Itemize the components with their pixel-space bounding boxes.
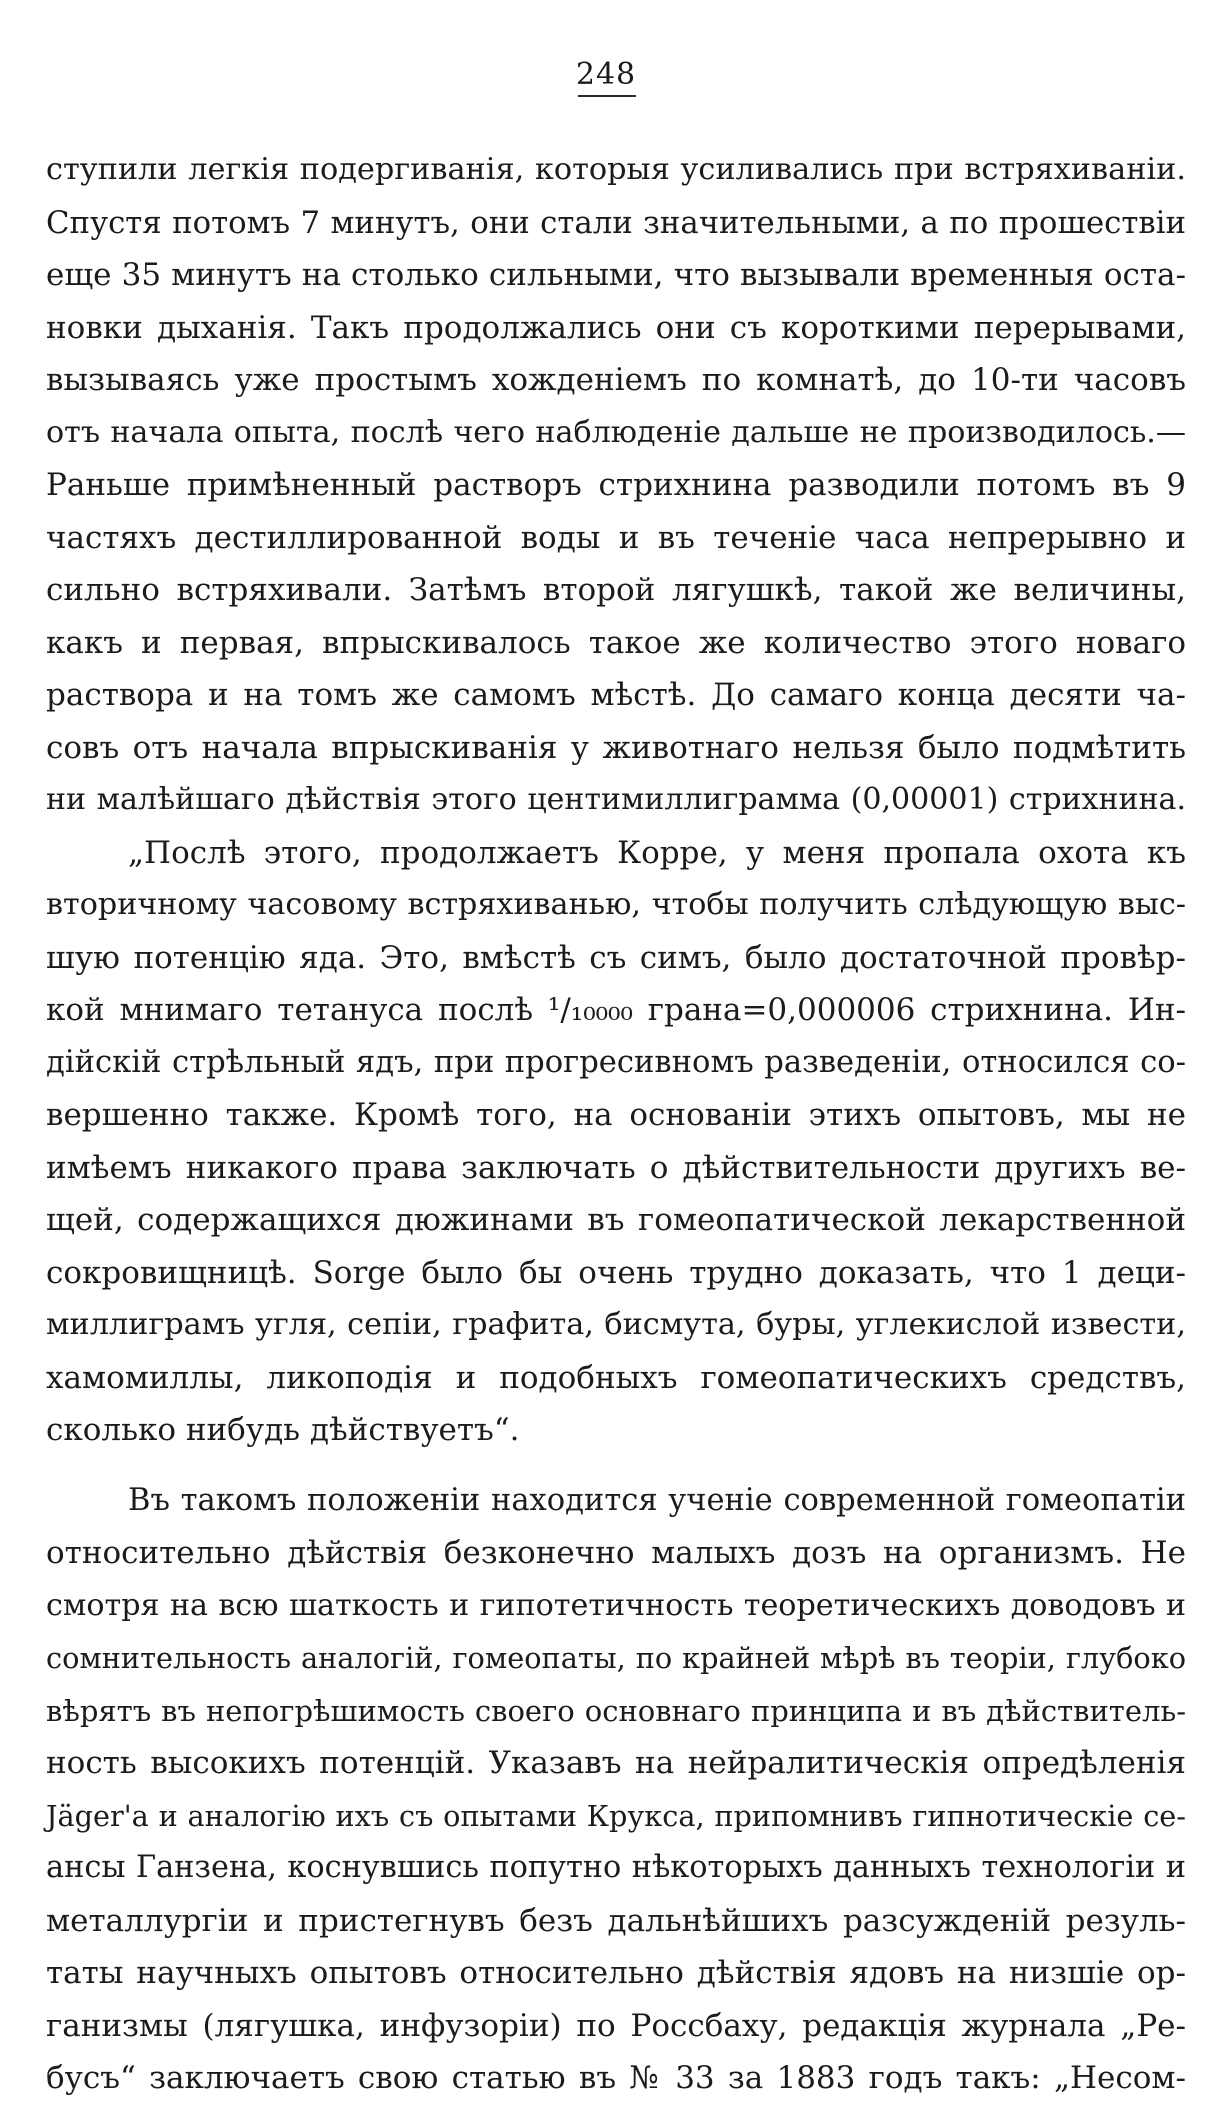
text-line: новки дыханія. Такъ продолжались они съ короткими перерывами, xyxy=(46,309,1186,346)
text-line: щей, содержащихся дюжинами въ гомеопатической лекарственной xyxy=(46,1202,1186,1238)
text-line: частяхъ дестиллированной воды и въ теченіе часа непрерывно и xyxy=(46,519,1186,556)
text-line: имѣемъ никакого права заключать о дѣйствительности другихъ ве- xyxy=(46,1149,1186,1186)
text-line: сколько нибудь дѣйствуетъ“. xyxy=(46,1412,520,1448)
text-line: Спустя потомъ 7 минутъ, они стали значительными, а по прошествіи xyxy=(46,204,1186,241)
text-line: вызываясь уже простымъ хожденіемъ по комнатѣ, до 10-ти часовъ xyxy=(46,362,1186,398)
body-text xyxy=(46,144,1186,2105)
text-line: шую потенцію яда. Это, вмѣстѣ съ симъ, было достаточной провѣр- xyxy=(46,939,1186,976)
text-line: бусъ“ заключаетъ свою статью въ № 33 за 1883 годъ такъ: „Несом- xyxy=(46,2060,1186,2096)
text-line: Въ такомъ положеніи находится ученіе современной гомеопатіи xyxy=(128,1482,1186,1518)
text-line: дійскій стрѣльный ядъ, при прогресивномъ разведеніи, относился со- xyxy=(46,1044,1186,1080)
text-line: ансы Ганзена, коснувшись попутно нѣкоторыхъ данныхъ технологіи и xyxy=(46,1850,1186,1885)
text-line: Раньше примѣненный растворъ стрихнина разводили потомъ въ 9 xyxy=(46,467,1186,503)
paragraph-1 xyxy=(46,144,1186,827)
text-line: Jäger'а и аналогію ихъ съ опытами Крукса, припомнивъ гипнотическіе се- xyxy=(46,1798,1186,1833)
text-line: сильно встряхивали. Затѣмъ второй лягушкѣ, такой же величины, xyxy=(46,572,1186,608)
paragraph-2 xyxy=(46,827,1186,1457)
text-line: таты научныхъ опытовъ относительно дѣйствія ядовъ на низшіе ор- xyxy=(46,1955,1186,1991)
text-line: еще 35 минутъ на столько сильными, что вызывали временныя оста- xyxy=(46,257,1186,293)
text-line: ганизмы (лягушка, инфузоріи) по Россбаху, редакція журнала „Ре- xyxy=(46,2007,1186,2044)
text-line: „Послѣ этого, продолжаетъ Корре, у меня пропала охота къ xyxy=(128,834,1186,871)
text-line: вторичному часовому встряхиванью, чтобы получить слѣдующую выс- xyxy=(46,887,1186,922)
text-line: ни малѣйшаго дѣйствія этого центимиллиграмма (0,00001) стрихнина. xyxy=(46,782,1186,817)
text-line: миллиграмъ угля, сепіи, графита, бисмута, буры, углекислой извести, xyxy=(46,1307,1186,1342)
page-number: 248 xyxy=(575,57,637,92)
paragraph-3 xyxy=(46,1475,1186,2105)
text-line: смотря на всю шаткость и гипотетичность теоретическихъ доводовъ и xyxy=(46,1587,1186,1623)
text-line: ступили легкія подергиванія, которыя усиливались при встряхиваніи. xyxy=(46,152,1186,187)
text-line: кой мнимаго тетануса послѣ ¹/₁₀₀₀₀ грана=0,000006 стрихнина. Ин- xyxy=(46,992,1186,1028)
text-line: ность высокихъ потенцій. Указавъ на нейралитическія опредѣленія xyxy=(46,1745,1186,1781)
text-line: сокровищницѣ. Sorge было бы очень трудно доказать, что 1 деци- xyxy=(46,1254,1186,1291)
text-line: вѣрятъ въ непогрѣшимость своего основнаго принципа и въ дѣйствитель- xyxy=(46,1693,1186,1728)
text-line: отъ начала опыта, послѣ чего наблюденіе дальше не производилось.— xyxy=(46,414,1186,450)
text-line: хамомиллы, ликоподія и подобныхъ гомеопатическихъ средствъ, xyxy=(46,1359,1186,1396)
text-line: совъ отъ начала впрыскиванія у животнаго нельзя было подмѣтить xyxy=(46,729,1186,766)
text-line: вершенно также. Кромѣ того, на основаніи этихъ опытовъ, мы не xyxy=(46,1097,1186,1133)
page-number-underline xyxy=(578,95,636,97)
paragraph-gap xyxy=(46,1457,1186,1475)
text-line: относительно дѣйствія безконечно малыхъ дозъ на организмъ. Не xyxy=(46,1535,1186,1571)
text-line: сомнительность аналогій, гомеопаты, по крайней мѣрѣ въ теоріи, глубоко xyxy=(46,1641,1186,1675)
text-line: раствора и на томъ же самомъ мѣстѣ. До самаго конца десяти ча- xyxy=(46,677,1186,713)
text-line: металлургіи и пристегнувъ безъ дальнѣйшихъ разсужденій резуль- xyxy=(46,1902,1186,1939)
text-line: какъ и первая, впрыскивалось такое же количество этого новаго xyxy=(46,624,1186,661)
